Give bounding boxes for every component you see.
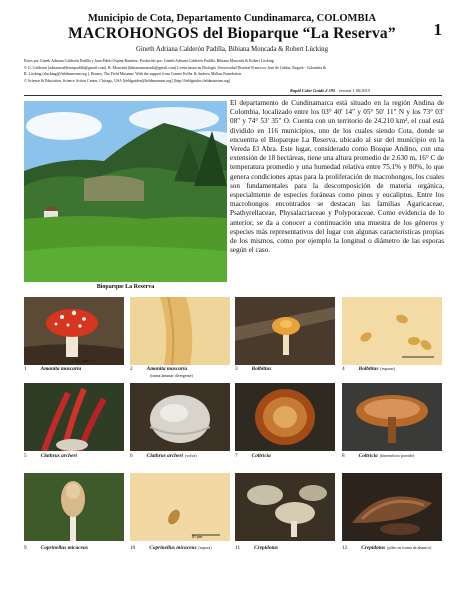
photo-clathrus-volva <box>130 383 230 451</box>
intro-paragraph: El departamento de Cundinamarca está situado en la región Andina de Colombia, localizado entre los 03° 40′ 14″ y 05° 50′ 11″ N y los 73° 03′ 08″ y 74° 53′ 35″ O. Cuenta con un territorio de 24.210 km², el cual está dividido en 116 municipios, uno de los cuales siendo Cota, donde se encuentra el Bioparque La Reserva, ubicado al sur del municipio en la Vereda El Abra. Este lugar, considerado como Bosque Andino, con una extensión de 18 hectáreas, tiene una altura promedio de 2.630 m, 16° C de temperatura promedio y una humedad relativa entre 75.1% y 80%, lo que genera condiciones aptas para la proliferación de macrohongos, los cuales son fundamentales para la descomposición de materia orgánica, especialmente de especies foráneas como pinos y eucaliptus. Entre los macrohongos encontrados se destacan las familias Agaricaceae, Psathyrellaceae, Physalacriaceae y Polyporaceae. Como evidencia de lo anterior, se da a conocer a continuación una muestra de los géneros y especies más representativos del lugar con algunas características propias de los mismos, como por ejemplo la longitud o diámetro de las esporas según el caso. <box>230 99 444 255</box>
caption-5: 5 Clathrus archeri <box>24 453 78 459</box>
photo-coprinellus-spore <box>130 473 230 541</box>
copyright-line-2: R. Lücking (rlucking@fieldmuseum.org ), Botany, The Field Museum. With the support from Connie Keller & Andrew Mellon Foundation. <box>24 72 242 76</box>
caption-9: 9 Coprinellus micaceus <box>24 545 88 551</box>
page-title: MACROHONGOS del Bioparque “La Reserva” <box>68 25 396 42</box>
caption-7: 7 Coltricia <box>235 453 271 459</box>
caption-4: 4 Bolbitius (esporas) <box>342 366 396 372</box>
photo-bolbitius <box>235 297 335 365</box>
photo-crepidotus-pileus <box>342 473 442 541</box>
page-number: 1 <box>433 20 442 39</box>
caption-3: 3 Bolbitius <box>235 366 272 372</box>
authors: Gineth Adriana Calderón Padilla, Bibiana Moncada & Robert Lücking <box>136 46 328 53</box>
photo-clathrus-archeri <box>24 383 124 451</box>
photo-coltricia-pores <box>342 383 442 451</box>
scale-label-10: 10 μm <box>191 534 203 539</box>
guide-meta <box>290 88 370 93</box>
caption-11: 11 Crepidotus <box>235 545 278 551</box>
header-divider <box>24 95 442 96</box>
landscape-photo <box>24 101 227 282</box>
photo-bolbitius-spores <box>342 297 442 365</box>
caption-6: 6 Clathrus archeri (volva) <box>130 453 197 459</box>
caption-8: 8 Coltricia (himenóforo poroide) <box>342 453 415 459</box>
photo-amanita-muscaria <box>24 297 124 365</box>
guide-number: Rapid Color Guide # 595 <box>290 88 336 93</box>
landscape-caption: Bioparque La Reserva <box>96 284 155 290</box>
caption-1: 1 Amanita muscaria <box>24 366 82 372</box>
copyright-line-1: © G. Calderón [adrianacalderonpadilla@gmail.com], B. Moncada (bibianamoncada@gmail.com) Licenciatura en Biología, Universidad Distrital Francisco José de Caldas, Bogotá - Colombia & <box>24 65 327 70</box>
header-location: Municipio de Cota, Departamento Cundinamarca, COLOMBIA <box>87 13 377 24</box>
photo-coprinellus-micaceus <box>24 473 124 541</box>
caption-12: 12 Crepidotus (píleo en forma de abanico) <box>342 545 432 551</box>
photo-crepidotus <box>235 473 335 541</box>
caption-2: 2 Amanita muscaria (trama laminar divergente) <box>130 366 193 378</box>
photo-credits: Fotos por Gineth Adriana Calderón Padilla y Juan Pablo Ospina Ramírez. Producido por: Gineth Adriana Calderón Padilla, Bibiana Moncada & Robert Lücking <box>24 59 274 63</box>
scale-label-4: 12,5μm <box>75 358 89 363</box>
copyright-line-3: © Science & Education, Science Action Center, Chicago, USA [fieldguides@fieldmuseum.org] [http://fieldguides.fieldmuseum.org] <box>24 78 231 83</box>
guide-version: version 1 06/2015 <box>338 88 371 93</box>
photo-coltricia <box>235 383 335 451</box>
photo-amanita-trama <box>130 297 230 365</box>
caption-10: 10 Coprinellus micaceus (espora) <box>130 545 212 551</box>
